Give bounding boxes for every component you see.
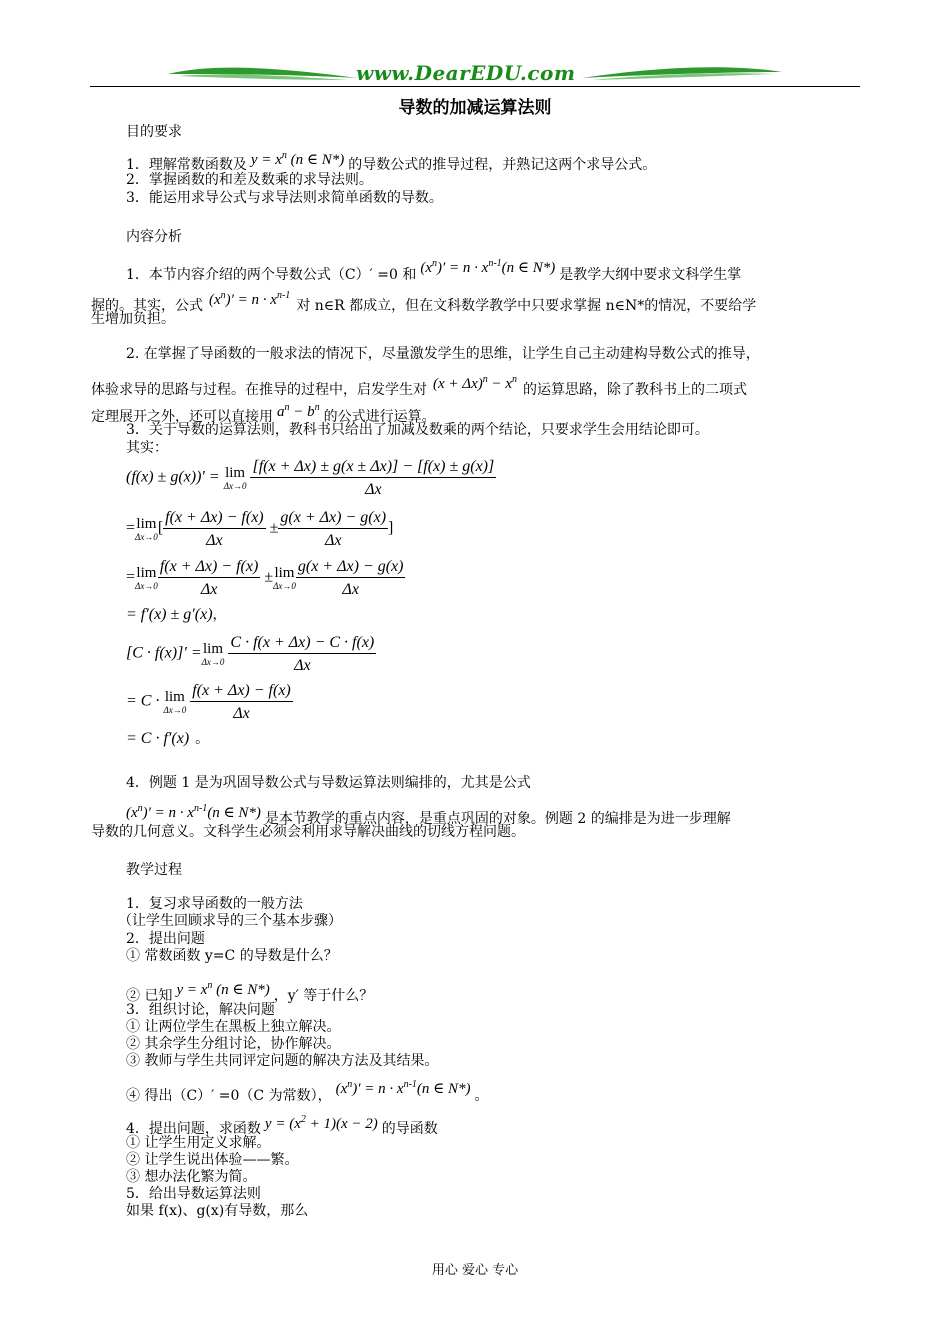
punct-period: 。 <box>195 732 210 747</box>
goal-item-1 <box>126 152 656 174</box>
formula-power-function-2: $y = x^n$ (n ∈ N*) <box>176 980 270 998</box>
process-line-10-text-b: 。 <box>474 1088 489 1104</box>
process-line-13: ② 让学生说出体验——繁。 <box>126 1152 299 1168</box>
formula-sum-rule-line3: = lim Δx→0 $\frac{f(x + \Delta x) - f(x)}{\Delta x}$ ± lim Δx→0 $\frac{g(x + \Delta x) - g(x)}{\Delta x}$ <box>126 558 404 598</box>
process-line-3: 2．提出问题 <box>126 931 205 947</box>
analysis-p1-line2 <box>91 290 757 315</box>
section-heading-goals: 目的要求 <box>126 124 182 140</box>
formula-power-derivative-3: $(x^n)' = n \cdot x^{n-1}(n$ ∈ N*) <box>335 1079 471 1097</box>
analysis-p4-line1: 4．例题 1 是为巩固导数公式与导数运算法则编排的，尤其是公式 <box>126 775 531 791</box>
process-line-10-text-a: ④ 得出（C）′ =0（C 为常数）， <box>126 1088 332 1104</box>
goal-item-3: 3．能运用求导公式与求导法则求简单函数的导数。 <box>126 190 443 206</box>
process-line-5-text-b: ，y′ 等于什么？ <box>273 988 374 1004</box>
goal-item-1-text-a: 1．理解常数函数及 <box>126 157 247 173</box>
page-title: 导数的加减运算法则 <box>398 98 552 118</box>
limit-operator: lim Δx→0 <box>223 465 247 491</box>
green-swoosh-right-icon <box>582 64 782 84</box>
page-header <box>90 62 860 90</box>
page-footer: 用心 爱心 专心 <box>431 1263 519 1278</box>
formula-const-rule-line1: [C · f(x)]′ = lim Δx→0 $\frac{C \cdot f(x + \Delta x) - C \cdot f(x)}{\Delta x}$ <box>126 634 375 674</box>
formula-const-rule-result: = C · f′(x) 。 <box>126 730 210 747</box>
analysis-p2-text-d: 定理展开之外，还可以直接用 <box>91 409 273 425</box>
formula-power-derivative: $(x^n)' = n \cdot x^{n-1}(n$ ∈ N*) <box>420 258 556 276</box>
analysis-p2-text-c: 的运算思路，除了教科书上的二项式 <box>523 382 748 398</box>
section-heading-analysis: 内容分析 <box>126 229 182 245</box>
process-line-10 <box>126 1079 489 1105</box>
punct-comma: ， <box>212 608 227 623</box>
goal-item-1-text-b: 的导数公式的推导过程，并熟记这两个求导公式。 <box>348 157 657 173</box>
goal-item-2: 2．掌握函数的和差及数乘的求导法则。 <box>126 172 373 188</box>
analysis-p3-line1: 3．关于导数的运算法则，教科书只给出了加减及数乘的两个结论，只要求学生会用结论即可。 <box>126 422 709 438</box>
formula-polynomial-function: $y = (x^2 + 1)(x - 2)$ <box>264 1114 378 1132</box>
analysis-p1-line1 <box>126 258 742 284</box>
formula-power-derivative-2: $(x^n)' = n \cdot x^{n-1}(n$ ∈ N*) <box>126 803 261 821</box>
process-line-4: ① 常数函数 y=C 的导数是什么？ <box>126 948 338 964</box>
analysis-p1-text-b: 是教学大纲中要求文科学生掌 <box>559 267 742 283</box>
analysis-p2-text-b: 体验求导的思路与过程。在推导的过程中，启发学生对 <box>91 382 427 398</box>
analysis-p1-text-d: 对 n∈R 都成立，但在文科数学教学中只要求掌握 n∈N*的情况，不要给学 <box>296 298 757 314</box>
analysis-p1-text-c: 握的。其实，公式 <box>91 298 203 314</box>
process-line-1: 1．复习求导函数的一般方法 <box>126 896 303 912</box>
formula-const-rule-line2: = C · lim Δx→0 $\frac{f(x + \Delta x) - f(x)}{\Delta x}$ <box>126 682 291 722</box>
process-line-6: 3．组织讨论，解决问题 <box>126 1002 275 1018</box>
header-rule <box>90 86 860 87</box>
process-line-5-text-a: ② 已知 <box>126 988 173 1004</box>
process-line-9: ③ 教师与学生共同评定问题的解决方法及其结果。 <box>126 1053 439 1069</box>
analysis-p4-text-b: 是本节教学的重点内容，是重点巩固的对象。例题 2 的编排是为进一步理解 <box>264 811 731 827</box>
process-line-11-text-b: 的导函数 <box>381 1121 438 1137</box>
process-line-12: ① 让学生用定义求解。 <box>126 1135 271 1151</box>
analysis-p1-text-a: 1．本节内容介绍的两个导数公式（C）′ =0 和 <box>126 267 417 283</box>
analysis-p2-line1: 2. 在掌握了导函数的一般求法的情况下，尽量激发学生的思维，让学生自己主动建构导数公式的推导， <box>126 346 760 362</box>
analysis-p2-text-e: 的公式进行运算。 <box>323 409 436 425</box>
formula-delta-difference: $(x + \Delta x)^n - x^n$ <box>433 374 518 392</box>
analysis-p1-line3: 生增加负担。 <box>91 311 175 327</box>
formula-sum-rule-line2: = lim Δx→0 [ $\frac{f(x + \Delta x) - f(x)}{\Delta x}$ ± $\frac{g(x + \Delta x) - g(x)}{\Delta x}$ ] <box>126 509 394 549</box>
process-line-11-text-a: 4．提出问题，求函数 <box>126 1121 261 1137</box>
process-line-2: （让学生回顾求导的三个基本步骤） <box>118 913 342 929</box>
analysis-p2-line2 <box>91 374 748 399</box>
analysis-p3-line2: 其实： <box>126 440 168 456</box>
formula-an-bn: $a^n - b^n$ <box>277 402 320 420</box>
process-line-7: ① 让两位学生在黑板上独立解决。 <box>126 1019 341 1035</box>
formula-power-function: $y = x^n$ (n ∈ N*) <box>250 150 345 168</box>
formula-sum-rule-line1: (f(x) ± g(x))′ = lim Δx→0 $\frac{[f(x + \Delta x) \pm g(x \pm \Delta x)] - [f(x) \pm g(x)]}{\Delta x}$ <box>126 458 495 498</box>
formula-power-derivative-short: $(x^n)' = n \cdot x^{n-1}$ <box>209 290 291 308</box>
process-line-14: ③ 想办法化繁为简。 <box>126 1169 257 1185</box>
analysis-p4-line3: 导数的几何意义。文科学生必须会利用求导解决曲线的切线方程问题。 <box>91 824 525 840</box>
site-logo[interactable]: www.DearEDU.com <box>356 61 576 85</box>
green-swoosh-left-icon <box>168 64 358 84</box>
process-line-15: 5．给出导数运算法则 <box>126 1186 261 1202</box>
process-line-8: ② 其余学生分组讨论，协作解决。 <box>126 1036 341 1052</box>
section-heading-process: 教学过程 <box>126 862 182 878</box>
formula-sum-rule-result: = f′(x) ± g′(x)， <box>126 606 227 623</box>
process-line-16: 如果 f(x)、g(x)有导数，那么 <box>126 1203 309 1219</box>
